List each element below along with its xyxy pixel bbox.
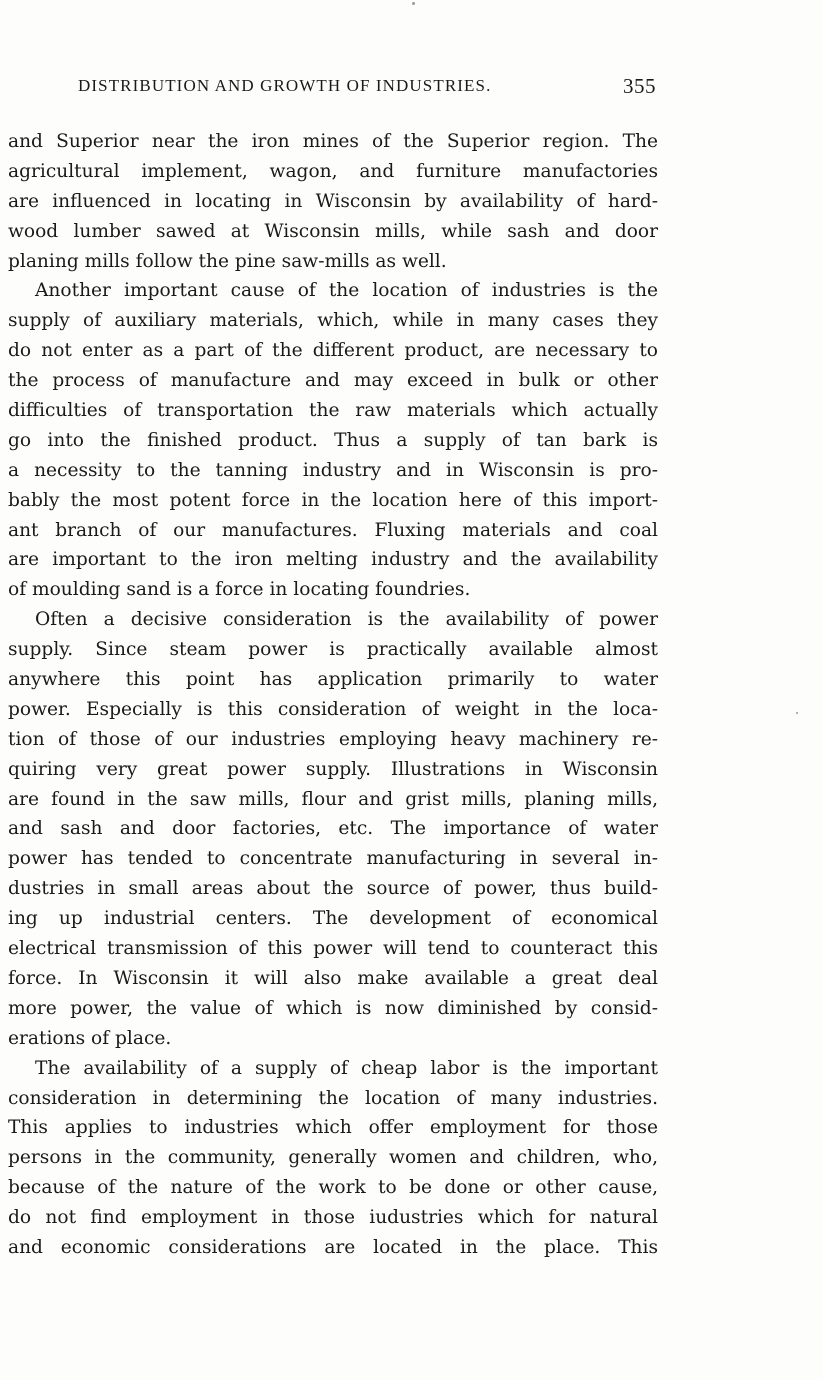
running-header xyxy=(78,76,656,104)
scan-speck xyxy=(412,2,415,5)
text-line: quiring very great power supply. Illustrations in Wisconsin xyxy=(8,758,658,780)
text-line: electrical transmission of this power will tend to counteract this xyxy=(8,938,658,960)
text-line: Another important cause of the location of industries is the xyxy=(35,280,658,302)
paragraph xyxy=(8,127,658,276)
text-line: This applies to industries which offer employment for those xyxy=(8,1117,658,1139)
text-line: planing mills follow the pine saw-mills as well. xyxy=(8,250,447,272)
paragraph xyxy=(8,276,658,605)
text-line: difficulties of transportation the raw materials which actually xyxy=(8,400,658,422)
text-line: persons in the community, generally women and children, who, xyxy=(8,1147,658,1169)
text-line: ant branch of our manufactures. Fluxing materials and coal xyxy=(8,519,658,541)
text-line: and Superior near the iron mines of the Superior region. The xyxy=(8,131,658,152)
text-line: tion of those of our industries employing heavy machinery re- xyxy=(8,728,658,750)
text-line: do not find employment in those iudustries which for natural xyxy=(8,1207,658,1229)
text-line: ing up industrial centers. The development of economical xyxy=(8,908,658,930)
text-line: are influenced in locating in Wisconsin by availability of hard- xyxy=(8,190,658,212)
text-line: go into the finished product. Thus a supply of tan bark is xyxy=(8,429,658,451)
text-line: dustries in small areas about the source of power, thus build- xyxy=(8,878,658,900)
text-line: are important to the iron melting industry and the availability xyxy=(8,549,658,571)
running-title: DISTRIBUTION AND GROWTH OF INDUSTRIES. xyxy=(78,76,492,95)
paragraph xyxy=(8,605,658,1053)
text-line: of moulding sand is a force in locating foundries. xyxy=(8,579,471,601)
text-line: and sash and door factories, etc. The importance of water xyxy=(8,818,658,840)
text-line: are found in the saw mills, flour and grist mills, planing mills, xyxy=(8,788,658,810)
text-line: wood lumber sawed at Wisconsin mills, while sash and door xyxy=(8,220,658,242)
text-line: power has tended to concentrate manufacturing in several in- xyxy=(8,848,658,870)
paragraph xyxy=(8,1054,658,1263)
text-line: and economic considerations are located in the place. This xyxy=(8,1236,658,1258)
text-line: anywhere this point has application primarily to water xyxy=(8,669,658,691)
body-text xyxy=(8,127,658,1263)
text-line: agricultural implement, wagon, and furniture manufactories xyxy=(8,160,658,182)
text-line: the process of manufacture and may exceed in bulk or other xyxy=(8,370,658,392)
text-line: more power, the value of which is now diminished by consid- xyxy=(8,997,658,1019)
text-line: a necessity to the tanning industry and in Wisconsin is pro- xyxy=(8,459,658,481)
text-line: bably the most potent force in the location here of this import- xyxy=(8,489,658,511)
text-line: consideration in determining the location of many industries. xyxy=(8,1087,658,1109)
text-line: erations of place. xyxy=(8,1027,172,1049)
scan-speck xyxy=(796,712,798,714)
text-line: power. Especially is this consideration of weight in the loca- xyxy=(8,698,658,720)
text-line: do not enter as a part of the different product, are necessary to xyxy=(8,340,658,362)
text-line: because of the nature of the work to be done or other cause, xyxy=(8,1177,658,1199)
text-line: supply. Since steam power is practically available almost xyxy=(8,639,658,661)
text-line: force. In Wisconsin it will also make available a great deal xyxy=(8,967,658,989)
text-line: Often a decisive consideration is the availability of power xyxy=(35,609,658,631)
text-line: The availability of a supply of cheap labor is the important xyxy=(35,1057,658,1079)
text-line: supply of auxiliary materials, which, while in many cases they xyxy=(8,310,658,332)
page-number: 355 xyxy=(623,74,656,98)
